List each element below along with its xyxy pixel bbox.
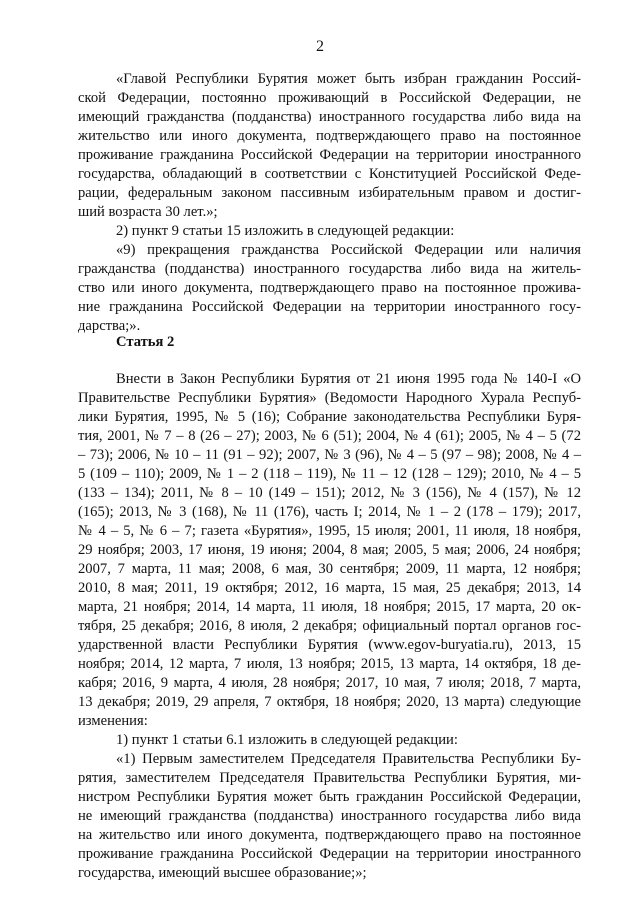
text-line: – 73); 2006, № 10 – 11 (91 – 92); 2007, № 3 (96), № 4 – 5 (97 – 98); 2008, № 4 – xyxy=(78,447,581,463)
text-line: изменения: xyxy=(78,713,148,729)
text-line: ший возраста 30 лет.»; xyxy=(78,204,218,220)
text-line: жительство или иного документа, подтверждающего право на постоянное xyxy=(78,128,581,144)
text-line: тября, 25 декабря; 2016, 8 июля, 2 декабря; официальный портал органов гос- xyxy=(78,618,581,634)
text-line: «Главой Республики Бурятия может быть избран гражданин Россий- xyxy=(116,71,581,87)
text-line: «1) Первым заместителем Председателя Правительства Республики Бу- xyxy=(116,751,581,767)
text-line: ударственной власти Республики Бурятия (www.egov-buryatia.ru), 2013, 15 xyxy=(78,637,581,653)
text-line: Внести в Закон Республики Бурятия от 21 июня 1995 года № 140-I «О xyxy=(116,371,581,387)
text-line: 29 ноября; 2003, 17 июня, 19 июня; 2004, 8 мая; 2005, 5 мая; 2006, 24 ноября; xyxy=(78,542,581,558)
text-line: (133 – 134); 2011, № 8 – 10 (149 – 151); 2012, № 3 (156), № 4 (157), № 12 xyxy=(78,485,581,501)
page-number: 2 xyxy=(316,38,324,55)
text-line: тия, 2001, № 7 – 8 (26 – 27); 2003, № 6 (51); 2004, № 4 (61); 2005, № 4 – 5 (72 xyxy=(78,428,581,444)
text-line: 13 декабря; 2019, 29 апреля, 7 октября, 18 ноября; 2020, 13 марта) следующие xyxy=(78,694,581,710)
text-line: проживание гражданина Российской Федерации на территории иностранного xyxy=(78,846,581,862)
text-line: ноября; 2014, 12 марта, 7 июля, 13 ноября; 2015, 13 марта, 14 октября, 18 де- xyxy=(78,656,581,672)
text-line: государства, имеющий высшее образование;»; xyxy=(78,865,367,881)
text-line: не имеющий гражданства (подданства) иностранного государства либо вида xyxy=(78,808,581,824)
text-line: ской Федерации, постоянно проживающий в Российской Федерации, не xyxy=(78,90,581,106)
text-line: ство или иного документа, подтверждающего право на постоянное прожива- xyxy=(78,280,581,296)
text-line: имеющий гражданства (подданства) иностранного государства либо вида на xyxy=(78,109,581,125)
text-line: 2007, 7 марта, 11 мая; 2008, 6 мая, 30 сентября; 2009, 11 марта, 12 ноября; xyxy=(78,561,581,577)
text-line: 2010, 8 мая; 2011, 19 октября; 2012, 16 марта, 15 мая, 25 декабря; 2013, 14 xyxy=(78,580,581,596)
text-line: рятия, заместителем Председателя Правительства Республики Бурятия, ми- xyxy=(78,770,581,786)
text-line: лики Бурятия, 1995, № 5 (16); Собрание законодательства Республики Буря- xyxy=(78,409,581,425)
text-line: № 4 – 5, № 6 – 7; газета «Бурятия», 1995, 15 июля; 2001, 11 июля, 18 ноября, xyxy=(78,523,581,539)
text-line: марта, 21 ноября; 2014, 14 марта, 11 июля, 18 ноября; 2015, 17 марта, 20 ок- xyxy=(78,599,581,615)
text-line: 2) пункт 9 статьи 15 изложить в следующей редакции: xyxy=(116,223,455,239)
article-heading: Статья 2 xyxy=(116,334,175,350)
text-line: на жительство или иного документа, подтверждающего право на постоянное xyxy=(78,827,581,843)
text-line: «9) прекращения гражданства Российской Федерации или наличия xyxy=(116,242,581,258)
text-line: Правительстве Республики Бурятия» (Ведомости Народного Хурала Респуб- xyxy=(78,390,581,406)
text-line: рации, федеральным законом пассивным избирательным правом и достиг- xyxy=(78,185,581,201)
text-line: проживание гражданина Российской Федерации на территории иностранного xyxy=(78,147,581,163)
text-line: кабря; 2016, 9 марта, 4 июля, 28 ноября; 2017, 10 мая, 7 июля; 2018, 7 марта, xyxy=(78,675,581,691)
text-line: (165); 2013, № 3 (168), № 11 (176), часть I; 2014, № 1 – 2 (178 – 179); 2017, xyxy=(78,504,581,520)
text-line: дарства;». xyxy=(78,318,141,334)
text-line: государства, обладающий в соответствии с Конституцией Российской Феде- xyxy=(78,166,581,182)
text-line: гражданства (подданства) иностранного государства либо вида на житель- xyxy=(78,261,581,277)
text-line: 5 (109 – 110); 2009, № 1 – 2 (118 – 119), № 11 – 12 (128 – 129); 2010, № 4 – 5 xyxy=(78,466,581,482)
text-line: нистром Республики Бурятия может быть гражданин Российской Федерации, xyxy=(78,789,581,805)
text-line: ние гражданина Российской Федерации на территории иностранного госу- xyxy=(78,299,581,315)
text-line: 1) пункт 1 статьи 6.1 изложить в следующей редакции: xyxy=(116,732,458,748)
